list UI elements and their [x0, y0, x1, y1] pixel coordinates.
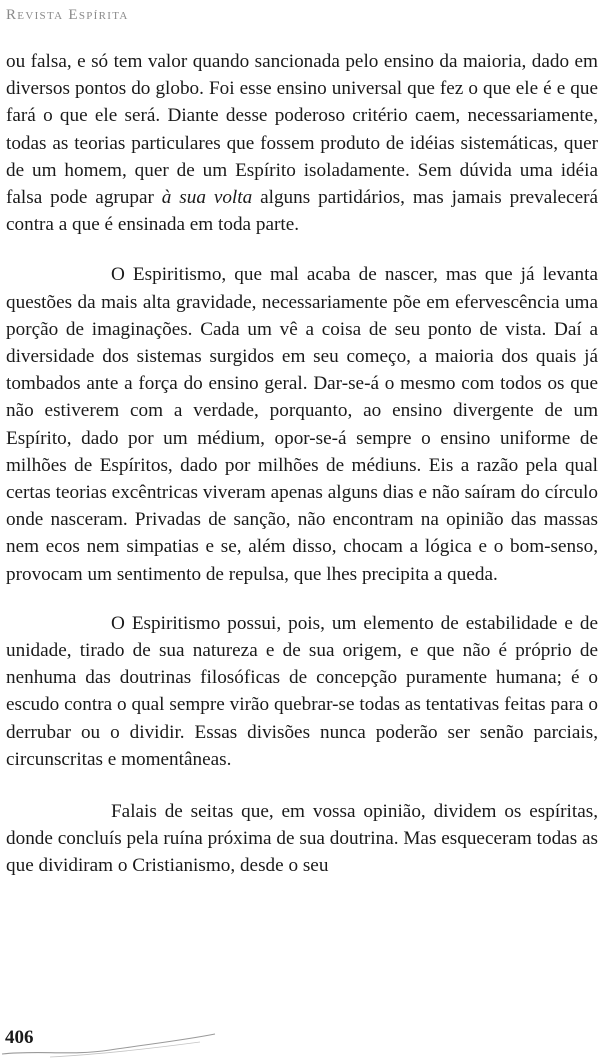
- paragraph-1-text-b: alguns partidários, mas jamais prevalecerá contra a que é ensinada em toda parte.: [6, 187, 598, 236]
- running-header: Revista Espírita: [6, 7, 129, 23]
- paragraph-4: [6, 798, 598, 880]
- paragraph-1-text-a: ou falsa, e só tem valor quando sancionada pelo ensino da maioria, dado em diversos pontos do globo. Foi esse ensino universal que fez o que ele é e que fará o que ele será. Diante desse poderoso critério caem, necessariamente, todas as teorias particulares que fossem produto de idéias sistemáticas, quer de um homem, quer de um Espírito isoladamente. Sem dúvida uma idéia falsa pode agrupar: [6, 51, 598, 209]
- paragraph-4-text: Falais de seitas que, em vossa opinião, dividem os espíritas, donde concluís pela ruína próxima de sua doutrina. Mas esqueceram todas as que dividiram o Cristianismo, desde o seu: [6, 801, 598, 877]
- page-body: [6, 48, 598, 880]
- paragraph-1: [6, 48, 598, 238]
- paragraph-3-text: O Espiritismo possui, pois, um elemento de estabilidade e de unidade, tirado de sua natureza e de sua origem, e que não é próprio de nenhuma das doutrinas filosóficas de concepção puramente humana; é o escudo contra o qual sempre virão quebrar-se todas as tentativas feitas para o derrubar ou o dividir. Essas divisões nunca poderão ser senão parciais, circunscritas e momentâneas.: [6, 612, 598, 770]
- paragraph-2-text: O Espiritismo, que mal acaba de nascer, mas que já levanta questões da mais alta gravidade, necessariamente põe em efervescência uma porção de imaginações. Cada um vê a coisa de seu ponto de vista. Daí a diversidade dos sistemas surgidos em seu começo, a maioria dos quais já tombados ante a força do ensino geral. Dar-se-á o mesmo com todos os que não estiverem com a verdade, porquanto, ao ensino divergente de um Espírito, dado por um médium, opor-se-á sempre o ensino uniforme de milhões de Espíritos, dado por milhões de médiuns. Eis a razão pela qual certas teorias excêntricas viveram apenas alguns dias e não saíram do círculo onde nasceram. Privadas de sanção, não encontram na opinião das massas nem ecos nem simpatias e se, além disso, chocam a lógica e o bom-senso, provocam um sentimento de repulsa, que lhes precipita a queda.: [6, 264, 598, 585]
- paragraph-3: [6, 610, 598, 773]
- paragraph-1-italic: à sua volta: [161, 187, 253, 209]
- paragraph-2: [6, 261, 598, 587]
- page-number: 406: [5, 1027, 34, 1048]
